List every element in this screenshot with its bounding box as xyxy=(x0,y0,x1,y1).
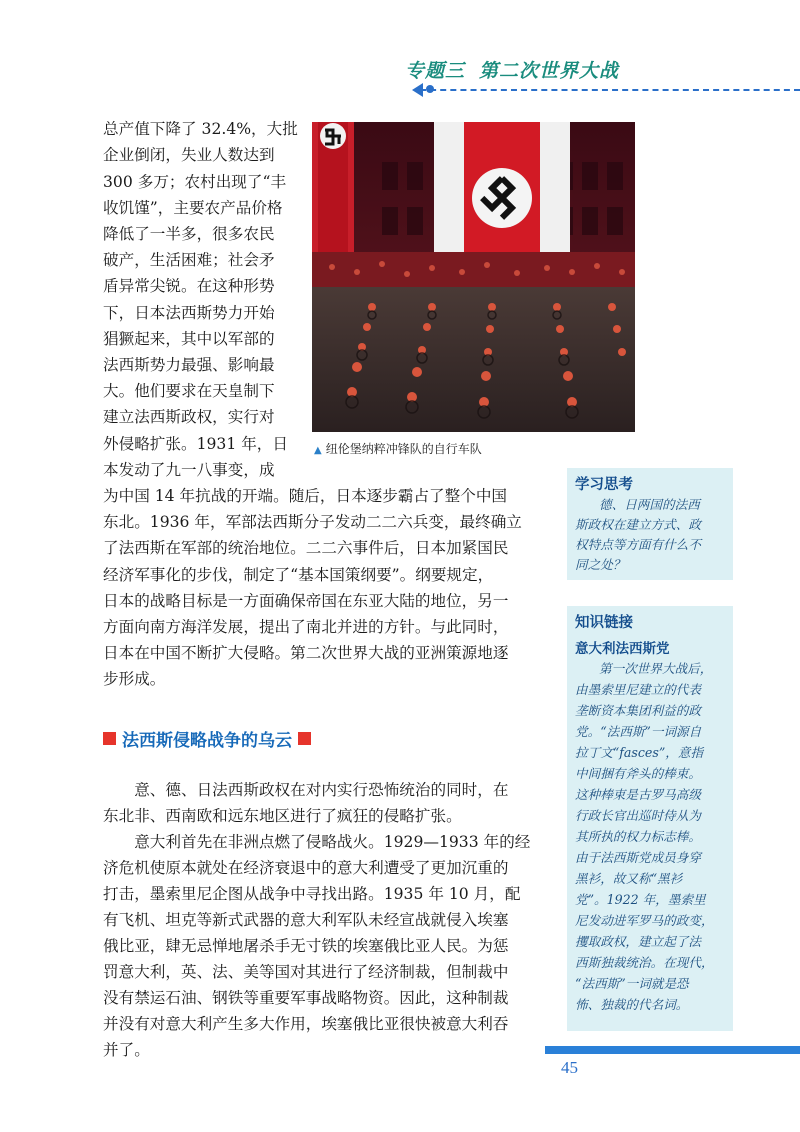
text-line: 经济军事化的步伐，制定了“基本国策纲要”。纲要规定， xyxy=(103,566,494,584)
nuremberg-rally-photo xyxy=(312,122,635,432)
knowledge-link-line: 中间捆有斧头的棒束。 xyxy=(575,766,701,781)
text-line: 总产值下降了 32.4%，大批 xyxy=(103,120,298,138)
header-divider xyxy=(420,89,800,91)
photo-caption-text: 纽伦堡纳粹冲锋队的自行车队 xyxy=(325,442,482,456)
chapter-number: 专题三 xyxy=(405,60,466,82)
knowledge-link-line: 行政长官出巡时侍从为 xyxy=(575,808,701,823)
caption-triangle-icon: ▲ xyxy=(314,445,322,456)
text-line: 降低了一半多，很多农民 xyxy=(103,225,275,243)
chapter-header xyxy=(405,56,705,86)
text-line: 并了。 xyxy=(103,1041,150,1059)
text-line: 企业倒闭，失业人数达到 xyxy=(103,146,275,164)
study-think-line: 同之处？ xyxy=(575,557,626,572)
photo-illustration xyxy=(312,122,635,432)
knowledge-link-line: 拉丁文“fasces”，意指 xyxy=(575,745,704,760)
text-line: 了法西斯在军部的统治地位。二二六事件后，日本加紧国民 xyxy=(103,539,509,557)
section-heading xyxy=(103,726,311,750)
text-line: 300 多万；农村出现了“丰 xyxy=(103,173,287,191)
text-line: 下，日本法西斯势力开始 xyxy=(103,304,275,322)
page-number: 45 xyxy=(561,1058,578,1077)
knowledge-link-box xyxy=(567,606,733,1031)
knowledge-link-line: 由于法西斯党成员身穿 xyxy=(575,850,701,865)
text-line: 意、德、日法西斯政权在对内实行恐怖统治的同时，在 xyxy=(103,781,509,799)
text-line: 本发动了九一八事变，成 xyxy=(103,461,275,479)
text-line: 法西斯势力最强、影响最 xyxy=(103,356,275,374)
knowledge-link-line: 党”。1922 年，墨索里 xyxy=(575,892,706,907)
knowledge-link-line: 其所执的权力标志棒。 xyxy=(575,829,701,844)
knowledge-link-line: 攫取政权，建立起了法 xyxy=(575,934,701,949)
study-think-line: 权特点等方面有什么不 xyxy=(575,537,701,552)
text-line: 东北。1936 年，军部法西斯分子发动二二六兵变，最终确立 xyxy=(103,513,522,531)
text-line: 日本在中国不断扩大侵略。第二次世界大战的亚洲策源地逐 xyxy=(103,644,509,662)
text-line: 盾异常尖锐。在这种形势 xyxy=(103,277,275,295)
study-think-box xyxy=(567,468,733,580)
knowledge-link-line: 垄断资本集团利益的政 xyxy=(575,703,701,718)
text-line: 方面向南方海洋发展，提出了南北并进的方针。与此同时， xyxy=(103,618,509,636)
text-line: 意大利首先在非洲点燃了侵略战火。1929—1933 年的经 xyxy=(103,833,531,851)
text-line: 罚意大利，英、法、美等国对其进行了经济制裁，但制裁中 xyxy=(103,963,509,981)
knowledge-link-line: 怖、独裁的代名词。 xyxy=(575,997,689,1012)
photo-caption xyxy=(314,440,482,457)
text-line: 济危机使原本就处在经济衰退中的意大利遭受了更加沉重的 xyxy=(103,859,509,877)
text-line: 破产，生活困难；社会矛 xyxy=(103,251,275,269)
red-square-icon xyxy=(103,732,116,745)
text-line: 打击，墨索里尼企图从战争中寻找出路。1935 年 10 月，配 xyxy=(103,885,521,903)
text-line: 建立法西斯政权，实行对 xyxy=(103,408,275,426)
chapter-title: 第二次世界大战 xyxy=(479,60,620,82)
study-think-line: 斯政权在建立方式、政 xyxy=(575,517,701,532)
text-line: 俄比亚，肆无忌惮地屠杀手无寸铁的埃塞俄比亚人民。为惩 xyxy=(103,937,509,955)
knowledge-link-line: “法西斯”一词就是恐 xyxy=(575,976,689,991)
text-line: 日本的战略目标是一方面确保帝国在东亚大陆的地位，另一 xyxy=(103,592,509,610)
text-line: 东北非、西南欧和远东地区进行了疯狂的侵略扩张。 xyxy=(103,807,462,825)
text-line: 没有禁运石油、钢铁等重要军事战略物资。因此，这种制裁 xyxy=(103,989,509,1007)
text-line: 收饥馑”，主要农产品价格 xyxy=(103,199,283,217)
footer-bar xyxy=(545,1046,800,1054)
study-think-title: 学习思考 xyxy=(575,477,633,493)
text-line: 猖獗起来，其中以军部的 xyxy=(103,330,275,348)
text-line: 步形成。 xyxy=(103,670,166,688)
knowledge-link-line: 西斯独裁统治。在现代， xyxy=(575,955,714,970)
knowledge-link-line: 由墨索里尼建立的代表 xyxy=(575,682,701,697)
text-line: 为中国 14 年抗战的开端。随后，日本逐步霸占了整个中国 xyxy=(103,487,508,505)
knowledge-link-line: 这种棒束是古罗马高级 xyxy=(575,787,701,802)
section-heading-text: 法西斯侵略战争的乌云 xyxy=(122,730,292,751)
red-square-icon xyxy=(298,732,311,745)
text-line: 并没有对意大利产生多大作用，埃塞俄比亚很快被意大利吞 xyxy=(103,1015,509,1033)
knowledge-link-line: 黑衫，故又称“黑衫 xyxy=(575,871,683,886)
knowledge-link-subtitle: 意大利法西斯党 xyxy=(575,641,670,657)
text-line: 大。他们要求在天皇制下 xyxy=(103,382,275,400)
text-line: 外侵略扩张。1931 年，日 xyxy=(103,435,288,453)
study-think-line: 德、日两国的法西 xyxy=(599,497,700,512)
knowledge-link-line: 尼发动进军罗马的政变， xyxy=(575,913,714,928)
knowledge-link-line: 党。“法西斯”一词源自 xyxy=(575,724,702,739)
knowledge-link-title: 知识链接 xyxy=(575,615,633,631)
knowledge-link-line: 第一次世界大战后， xyxy=(599,661,713,676)
text-line: 有飞机、坦克等新式武器的意大利军队未经宣战就侵入埃塞 xyxy=(103,911,509,929)
